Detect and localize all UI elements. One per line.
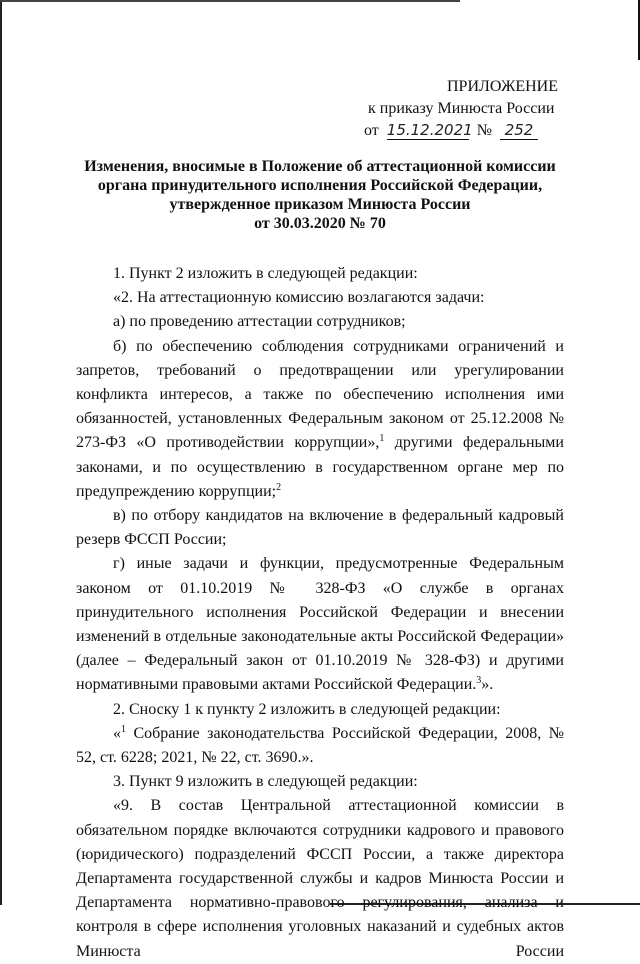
- paragraph-text: другими федеральными законами, и по осуществлению в государственном органе мер по предупреждению коррупции;: [76, 434, 564, 500]
- document-body: [76, 262, 564, 964]
- paragraph-text: «2. На аттестационную комиссию возлагаются задачи:: [113, 289, 485, 307]
- paragraph: [76, 504, 564, 552]
- paragraph-text: б) по обеспечению соблюдения сотрудниками ограничений и запретов, требований о предотвращении или урегулировании конфликта интересов, а также по обеспечению исполнения ими обязанностей, установленных Федеральным законом от 25.12.2008 № 273-ФЗ «О противодействии коррупции»,: [76, 337, 564, 452]
- paragraph-text: «: [113, 724, 121, 742]
- footnote-ref: 1: [379, 433, 385, 445]
- handwritten-number: 252: [500, 121, 538, 140]
- title-line: органа принудительного исполнения Российской Федерации,: [97, 177, 543, 194]
- paragraph: [76, 794, 564, 963]
- document-title: [60, 157, 580, 233]
- scan-border-left: [0, 0, 2, 905]
- paragraph: [76, 552, 564, 697]
- scan-border-top: [0, 0, 460, 2]
- paragraph-text: г) иные задачи и функции, предусмотренные Федеральным законом от 01.10.2019 № 328-ФЗ «О службе в органах принудительного исполнения Российской Федерации и внесении изменений в отдельные законодательные акты Российской Федерации» (далее – Федеральный закон от 01.10.2019 № 328-ФЗ) и другими нормативными правовыми актами Российской Федерации.: [76, 555, 564, 694]
- paragraph: [76, 286, 564, 310]
- paragraph: [76, 770, 564, 794]
- date-prefix: от: [364, 122, 379, 139]
- paragraph-text: ».: [481, 676, 494, 694]
- paragraph: [76, 722, 564, 770]
- paragraph-text: в) по отбору кандидатов на включение в федеральный кадровый резерв ФССП России;: [76, 507, 564, 549]
- paragraph: [76, 335, 564, 504]
- paragraph-text: 3. Пункт 9 изложить в следующей редакции:: [113, 773, 418, 791]
- paragraph-text: «9. В состав Центральной аттестационной комиссии в обязательном порядке включаются сотрудники кадрового и правового (юридического) подразделений ФССП России, а также директора Департамента государственной службы и кадров Минюста России и Департамента нормативно-правового регулирования, анализа и контроля в сфере исполнения уголовных наказаний и судебных актов Минюста России: [76, 797, 564, 960]
- handwritten-date: 15.12.2021: [386, 121, 473, 139]
- paragraph-text: 1. Пункт 2 изложить в следующей редакции:: [113, 265, 418, 282]
- appendix-heading: ПРИЛОЖЕНИЕ: [446, 78, 558, 95]
- paragraph: [76, 698, 564, 722]
- paragraph-text: а) по проведению аттестации сотрудников;: [113, 313, 406, 331]
- paragraph: [76, 262, 564, 286]
- appendix-order-ref: к приказу Минюста России: [368, 100, 555, 117]
- appendix-date-line: [364, 120, 538, 142]
- footnote-ref: 1: [121, 723, 126, 735]
- title-line: от 30.03.2020 № 70: [254, 215, 386, 232]
- paragraph-text: 2. Сноску 1 к пункту 2 изложить в следующей редакции:: [113, 700, 501, 718]
- paragraph-text: Собрание законодательства Российской Федерации, 2008, № 52, ст. 6228; 2021, № 22, ст. 3690.».: [76, 724, 564, 767]
- number-prefix: №: [476, 122, 493, 139]
- title-line: утвержденное приказом Минюста России: [169, 196, 471, 213]
- title-line: Изменения, вносимые в Положение об аттестационной комиссии: [84, 158, 556, 175]
- appendix-header: [364, 76, 580, 139]
- paragraph: [76, 310, 564, 334]
- footnote-ref: 2: [276, 481, 282, 493]
- footnote-ref: 3: [476, 675, 482, 687]
